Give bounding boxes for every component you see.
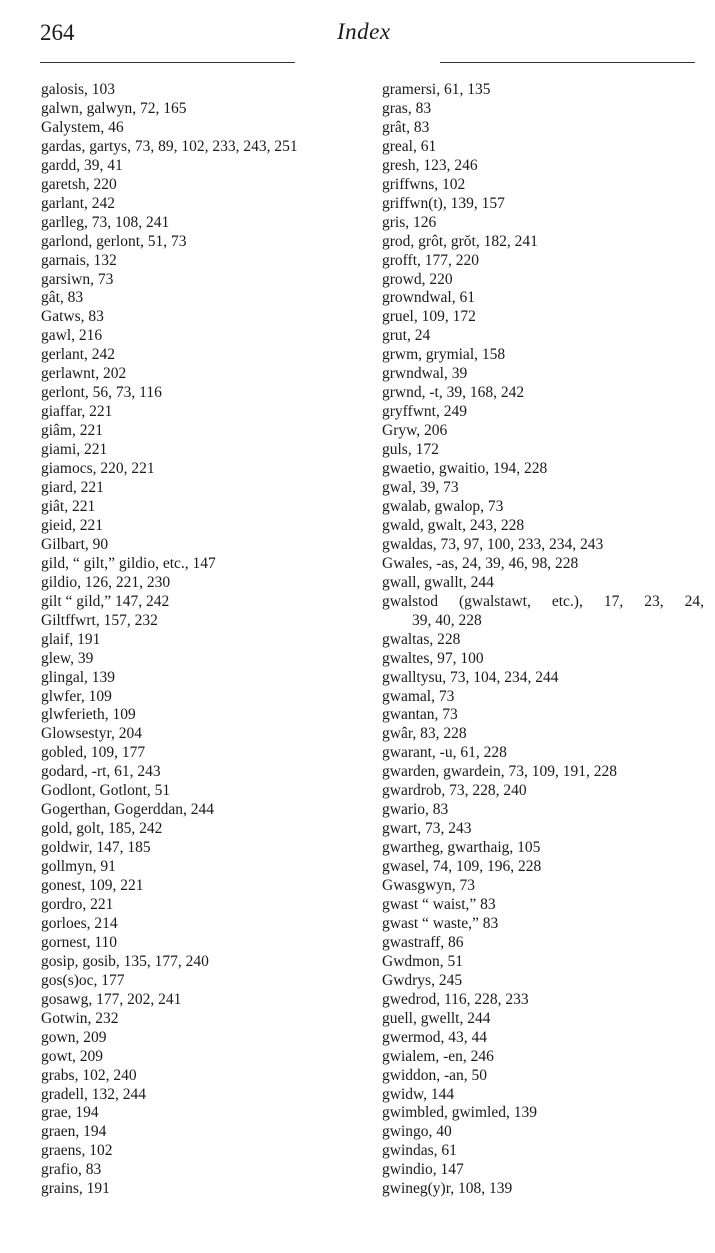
index-entry: garlant, 242 — [41, 194, 116, 212]
index-entry: gwaltas, 228 — [382, 630, 461, 648]
header-rule-left — [40, 62, 295, 63]
index-entry: gwingo, 40 — [382, 1123, 452, 1141]
index-entry: gwimbled, gwimled, 139 — [382, 1104, 537, 1122]
index-entry: gollmyn, 91 — [41, 858, 116, 876]
index-entry: galwn, galwyn, 72, 165 — [41, 99, 187, 117]
index-entry: grwndwal, 39 — [382, 365, 468, 383]
index-entry: grains, 191 — [41, 1180, 110, 1198]
index-entry: gwidw, 144 — [382, 1085, 455, 1103]
index-entry: Gwasgwyn, 73 — [382, 877, 475, 895]
index-entry: graen, 194 — [41, 1123, 107, 1141]
index-entry: gwast “ waist,” 83 — [382, 895, 496, 913]
index-entry: gwineg(y)r, 108, 139 — [382, 1180, 513, 1198]
index-entry: godard, -rt, 61, 243 — [41, 763, 161, 781]
index-entry: gwedrod, 116, 228, 233 — [382, 990, 529, 1008]
index-entry: gwindio, 147 — [382, 1161, 464, 1179]
index-entry: graens, 102 — [41, 1142, 113, 1160]
index-entry: gât, 83 — [41, 289, 84, 307]
index-entry: gruel, 109, 172 — [382, 308, 476, 326]
index-entry: gardas, gartys, 73, 89, 102, 233, 243, 251 — [41, 137, 298, 155]
index-entry: gordro, 221 — [41, 895, 114, 913]
index-entry: grod, grôt, grŏt, 182, 241 — [382, 232, 538, 250]
index-entry: gilt “ gild,” 147, 242 — [41, 592, 170, 610]
index-entry: glew, 39 — [41, 649, 94, 667]
index-entry: Gwdmon, 51 — [382, 952, 463, 970]
index-entry: gardd, 39, 41 — [41, 156, 123, 174]
index-entry: guell, gwellt, 244 — [382, 1009, 491, 1027]
index-entry: grae, 194 — [41, 1104, 99, 1122]
index-entry: grofft, 177, 220 — [382, 251, 480, 269]
index-entry: Galystem, 46 — [41, 118, 124, 136]
index-entry: growndwal, 61 — [382, 289, 475, 307]
index-entry: gryffwnt, 249 — [382, 403, 467, 421]
index-entry: greal, 61 — [382, 137, 437, 155]
index-entry: gwastraff, 86 — [382, 933, 464, 951]
index-entry: gild, “ gilt,” gildio, etc., 147 — [41, 554, 216, 572]
index-entry: garnais, 132 — [41, 251, 117, 269]
index-entry: gwall, gwallt, 244 — [382, 573, 494, 591]
index-entry: gwald, gwalt, 243, 228 — [382, 516, 525, 534]
index-entry: gwialem, -en, 246 — [382, 1047, 494, 1065]
index-entry: gerlant, 242 — [41, 346, 116, 364]
index-entry: griffwn(t), 139, 157 — [382, 194, 505, 212]
index-entry: garlond, gerlont, 51, 73 — [41, 232, 187, 250]
index-entry: Giltffwrt, 157, 232 — [41, 611, 158, 629]
page-number: 264 — [40, 20, 75, 45]
index-entry: grwnd, -t, 39, 168, 242 — [382, 384, 525, 402]
index-column-left — [41, 81, 371, 1199]
index-entry: gosawg, 177, 202, 241 — [41, 990, 182, 1008]
index-entry: 39, 40, 228 — [412, 611, 482, 629]
index-entry: griffwns, 102 — [382, 175, 466, 193]
index-entry: gwarant, -u, 61, 228 — [382, 744, 507, 762]
index-entry: Gryw, 206 — [382, 422, 448, 440]
index-entry: gwalstod (gwalstawt, etc.), 17, 23, 24, — [382, 592, 704, 610]
index-entry: Gwdrys, 245 — [382, 971, 463, 989]
index-entry: gwamal, 73 — [382, 687, 455, 705]
index-entry: gawl, 216 — [41, 327, 103, 345]
index-entry: gris, 126 — [382, 213, 437, 231]
index-entry: gradell, 132, 244 — [41, 1085, 147, 1103]
index-entry: galosis, 103 — [41, 81, 116, 98]
index-entry: gras, 83 — [382, 99, 432, 117]
index-entry: gwardrob, 73, 228, 240 — [382, 782, 527, 800]
index-entry: glingal, 139 — [41, 668, 116, 686]
index-entry: garlleg, 73, 108, 241 — [41, 213, 170, 231]
index-entry: glwfer, 109 — [41, 687, 112, 705]
index-entry: gerlawnt, 202 — [41, 365, 127, 383]
index-entry: gwâr, 83, 228 — [382, 725, 467, 743]
index-entry: gowt, 209 — [41, 1047, 103, 1065]
index-entry: goldwir, 147, 185 — [41, 839, 151, 857]
index-entry: gown, 209 — [41, 1028, 107, 1046]
index-entry: giâm, 221 — [41, 422, 103, 440]
index-entry: gwarden, gwardein, 73, 109, 191, 228 — [382, 763, 618, 781]
index-entry: gresh, 123, 246 — [382, 156, 478, 174]
index-entry: gwast “ waste,” 83 — [382, 914, 499, 932]
index-entry: gos(s)oc, 177 — [41, 971, 125, 989]
index-entry: giamocs, 220, 221 — [41, 460, 155, 478]
index-entry: gwal, 39, 73 — [382, 479, 459, 497]
index-entry: gobled, 109, 177 — [41, 744, 146, 762]
index-entry: gwario, 83 — [382, 801, 449, 819]
index-entry: giât, 221 — [41, 497, 96, 515]
index-entry: gildio, 126, 221, 230 — [41, 573, 171, 591]
index-entry: grwm, grymial, 158 — [382, 346, 506, 364]
index-entry: Gatws, 83 — [41, 308, 104, 326]
index-entry: grabs, 102, 240 — [41, 1066, 137, 1084]
index-entry: gerlont, 56, 73, 116 — [41, 384, 162, 402]
index-entry: Gotwin, 232 — [41, 1009, 119, 1027]
index-entry: Gogerthan, Gogerddan, 244 — [41, 801, 215, 819]
index-entry: gorloes, 214 — [41, 914, 118, 932]
header-rule-right — [440, 62, 695, 63]
index-entry: Gwales, -as, 24, 39, 46, 98, 228 — [382, 554, 579, 572]
index-entry: gieid, 221 — [41, 516, 103, 534]
index-entry: gonest, 109, 221 — [41, 877, 144, 895]
index-entry: gwart, 73, 243 — [382, 820, 472, 838]
index-entry: Gilbart, 90 — [41, 535, 109, 553]
index-entry: garsiwn, 73 — [41, 270, 114, 288]
page-header — [0, 0, 715, 70]
index-entry: giaffar, 221 — [41, 403, 113, 421]
index-entry: grafio, 83 — [41, 1161, 102, 1179]
index-entry: gwalltysu, 73, 104, 234, 244 — [382, 668, 559, 686]
index-column-right — [382, 81, 704, 1199]
index-entry: gold, golt, 185, 242 — [41, 820, 163, 838]
index-entry: gwaldas, 73, 97, 100, 233, 234, 243 — [382, 535, 604, 553]
index-entry: gwasel, 74, 109, 196, 228 — [382, 858, 542, 876]
index-entry: gornest, 110 — [41, 933, 118, 951]
index-entry: grut, 24 — [382, 327, 431, 345]
index-entry: gwermod, 43, 44 — [382, 1028, 488, 1046]
index-entry: gramersi, 61, 135 — [382, 81, 491, 98]
index-entry: grât, 83 — [382, 118, 430, 136]
index-entry: Glowsestyr, 204 — [41, 725, 142, 743]
index-entry: glwferieth, 109 — [41, 706, 136, 724]
index-entry: giami, 221 — [41, 441, 108, 459]
running-title: Index — [337, 19, 391, 44]
index-entry: gwalab, gwalop, 73 — [382, 497, 504, 515]
index-entry: gwantan, 73 — [382, 706, 458, 724]
index-entry: giard, 221 — [41, 479, 104, 497]
index-entry: gwindas, 61 — [382, 1142, 457, 1160]
index-entry: gosip, gosib, 135, 177, 240 — [41, 952, 209, 970]
index-entry: garetsh, 220 — [41, 175, 117, 193]
index-entry: gwartheg, gwarthaig, 105 — [382, 839, 541, 857]
index-entry: glaif, 191 — [41, 630, 101, 648]
index-entry: guls, 172 — [382, 441, 439, 459]
index-entry: Godlont, Gotlont, 51 — [41, 782, 171, 800]
index-entry: gwaltes, 97, 100 — [382, 649, 484, 667]
index-entry: growd, 220 — [382, 270, 453, 288]
index-entry: gwaetio, gwaitio, 194, 228 — [382, 460, 548, 478]
index-entry: gwiddon, -an, 50 — [382, 1066, 488, 1084]
